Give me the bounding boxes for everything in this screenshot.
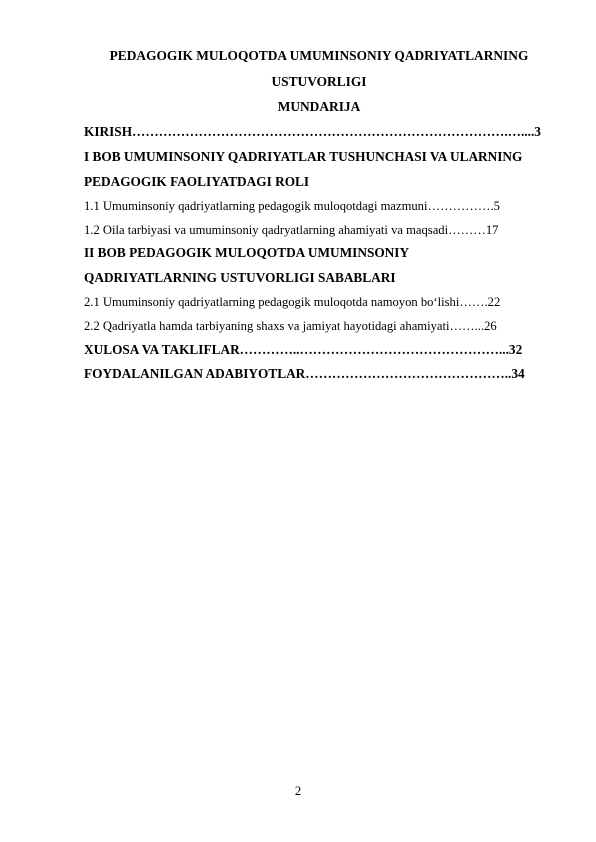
toc-section-2-2: 2.2 Qadriyatla hamda tarbiyaning shaxs va jamiyat hayotidagi ahamiyati……...26 <box>84 319 497 333</box>
toc-chapter-1-line-1: I BOB UMUMINSONIY QADRIYATLAR TUSHUNCHASI VA ULARNING <box>84 149 523 164</box>
toc-chapter-1-line-2: PEDAGOGIK FAOLIYATDAGI ROLI <box>84 174 310 189</box>
toc-entry-conclusion: XULOSA VA TAKLIFLAR…………..………………………………………...32 <box>84 342 523 357</box>
toc-entry-kirish: KIRISH………………………………………………………………………….…....3 <box>84 124 541 139</box>
contents-heading: MUNDARIJA <box>277 99 361 114</box>
page-number: 2 <box>294 784 302 798</box>
document-title-line-2: USTUVORLIGI <box>271 74 367 89</box>
toc-section-1-1: 1.1 Umuminsoniy qadriyatlarning pedagogik muloqotdagi mazmuni…………….5 <box>84 199 500 213</box>
document-title-line-1: PEDAGOGIK MULOQOTDA UMUMINSONIY QADRIYATLARNING <box>109 48 529 63</box>
toc-chapter-2-line-1: II BOB PEDAGOGIK MULOQOTDA UMUMINSONIY <box>84 245 410 260</box>
toc-section-1-2: 1.2 Oila tarbiyasi va umuminsoniy qadryatlarning ahamiyati va maqsadi………17 <box>84 223 499 237</box>
toc-entry-references: FOYDALANILGAN ADABIYOTLAR………………………………………..34 <box>84 366 525 381</box>
toc-chapter-2-line-2: QADRIYATLARNING USTUVORLIGI SABABLARI <box>84 270 396 285</box>
toc-section-2-1: 2.1 Umuminsoniy qadriyatlarning pedagogik muloqotda namoyon bo‘lishi…….22 <box>84 295 501 309</box>
